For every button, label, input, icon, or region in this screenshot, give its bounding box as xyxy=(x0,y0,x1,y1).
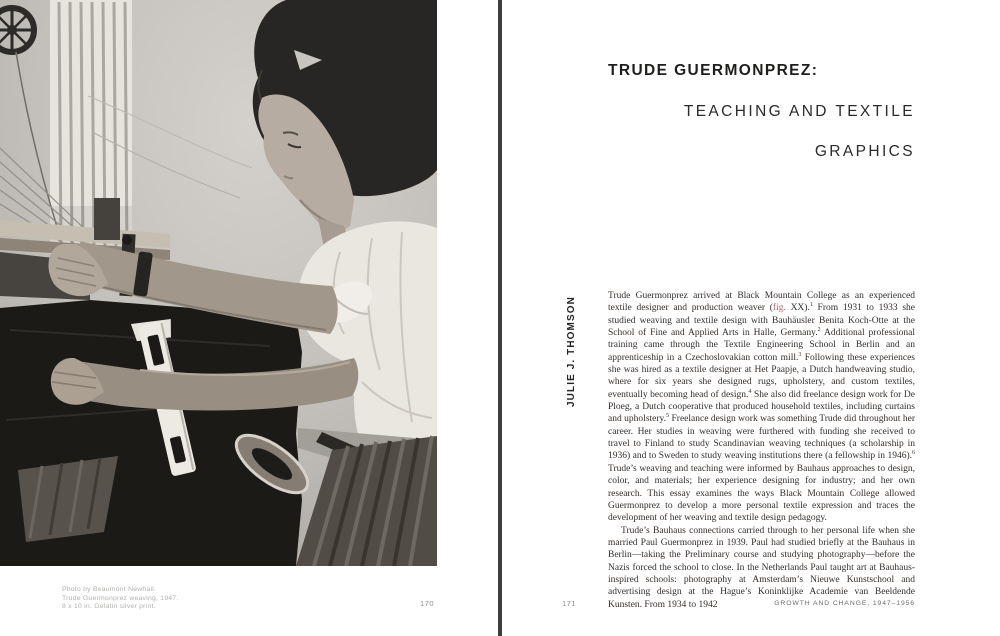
woven-cloth-patch xyxy=(18,456,118,542)
caption-line: Trude Guermonprez weaving, 1947. xyxy=(62,594,179,602)
photo-illustration xyxy=(0,0,437,566)
photo-caption xyxy=(62,586,179,612)
essay-paragraph-2: Trude’s Bauhaus connections carried through to her personal life when she married Paul Guermonprez in 1939. Paul had studied briefly at the Bauhaus in Berlin—taking the Preliminary course and studying photography—before the Nazis forced the school to close. In the Netherlands Paul taught art at Bauhaus-inspired schools: photography at Amsterdam’s Nieuwe Kunstschool and advertising design at the Hague’s Koninklijke Academie van Beeldende Kunsten. From 1934 to 1942 xyxy=(608,525,915,610)
caption-line: 8 x 10 in. Gelatin silver print. xyxy=(62,603,156,611)
page-gutter-divider xyxy=(498,0,502,636)
chapter-title xyxy=(608,62,915,161)
essay-body xyxy=(608,290,915,611)
author-byline: JULIE J. THOMSON xyxy=(566,296,577,407)
page-number-left: 170 xyxy=(420,599,435,608)
chapter-title-line3: GRAPHICS xyxy=(814,143,915,160)
running-footer: GROWTH AND CHANGE, 1947–1956 xyxy=(774,600,915,607)
page-number-right: 171 xyxy=(562,599,577,608)
chapter-title-line2: TEACHING AND TEXTILE xyxy=(683,103,915,120)
chapter-title-line1: TRUDE GUERMONPREZ: xyxy=(608,62,819,79)
caption-line: Photo by Beaumont Newhall. xyxy=(62,586,157,593)
essay-paragraph-1: Trude Guermonprez arrived at Black Mountain College as an experienced textile designer and production weaver (fig. XX).$^1$ From 1931 to 1933 she studied weaving and textile design with Bauhäusler Benita Koch-Otte at the School of Fine and Applied Arts in Halle, Germany.$^2$ Additional professional training came through the Textile Engineering School in Berlin and an apprenticeship in a Czechoslovakian cotton mill.$^3$ Following these experiences she was hired as a textile designer at Het Paapje, a Dutch handweaving studio, where for six years she designed rugs, upholstery, and custom textiles, eventually becoming head of design.$^4$ She also did freelance design work for De Ploeg, a Dutch cooperative that produced household textiles, including curtains and upholstery.$^5$ Freelance design work was something Trude did throughout her career. Her studies in weaving were furthered with funding she received to travel to Finland to study Scandinavian weaving techniques (a scholarship in 1936) and to Sweden to study weaving institutions there (a fellowship in 1946).$^6$ Trude’s weaving and teaching were informed by Bauhaus approaches to design, color, and materials; her experience designing for industry; and her own research. This essay examines the ways Black Mountain College allowed Guermonprez to develop a more personal textile expression and traces the development of her weaving and textile design pedagogy. xyxy=(608,291,915,524)
photo-trude-weaving xyxy=(0,0,437,566)
